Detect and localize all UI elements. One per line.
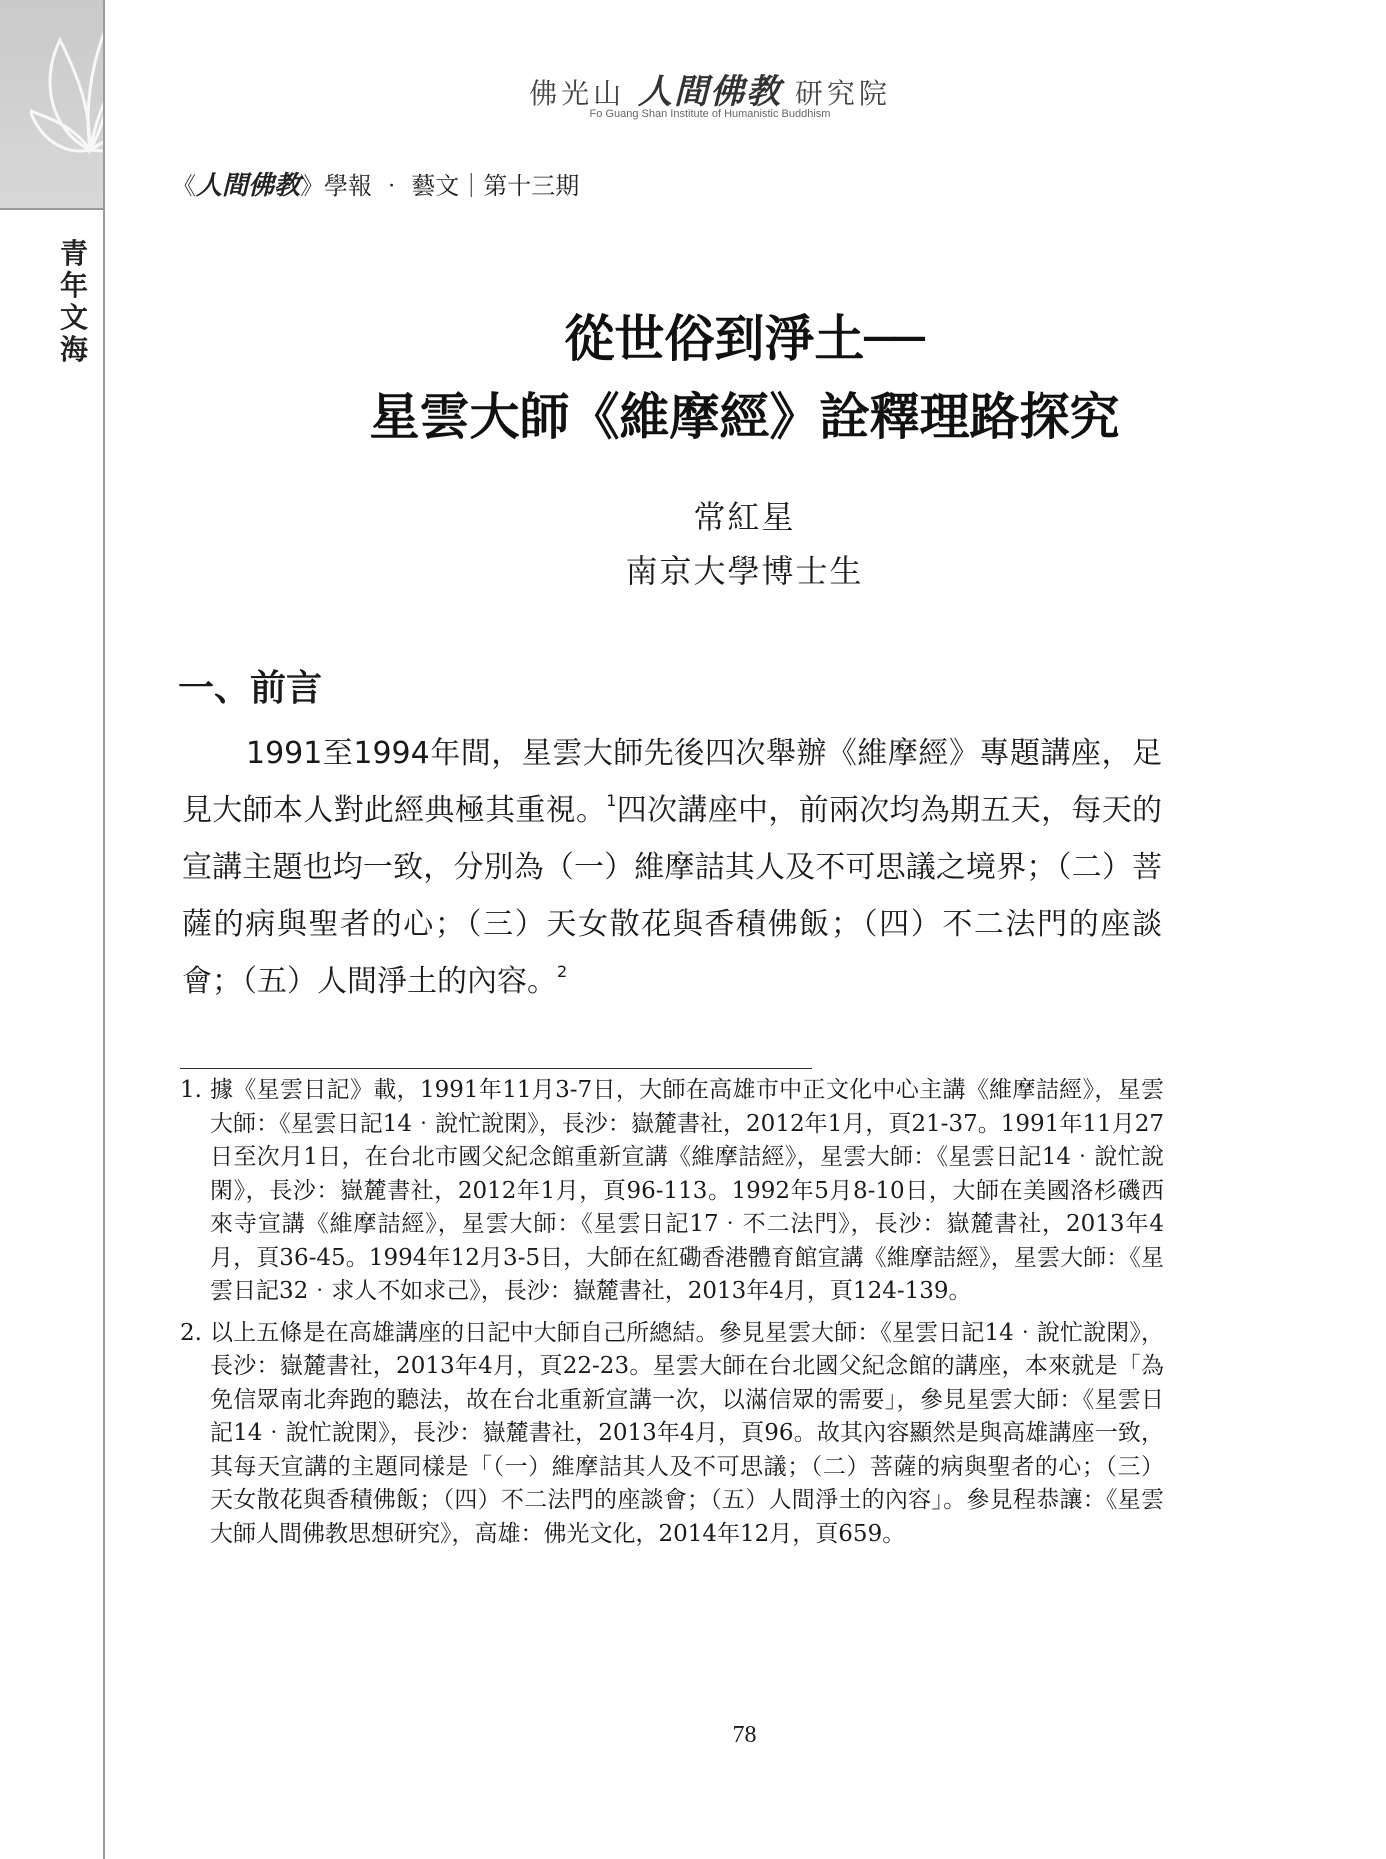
footnote-divider [180,1068,812,1069]
institute-name-en: Fo Guang Shan Institute of Humanistic Buddhism [589,108,831,120]
journal-brand: 人間佛教 [196,171,301,201]
journal-open-bracket: 《 [172,172,196,200]
sidebar-divider [0,208,105,210]
section-heading: 一、前言 [178,667,323,709]
footnote-text: 以上五條是在高雄講座的日記中大師自己所總結。參見星雲大師：《星雲日記14‧說忙說閑》，長沙：嶽麓書社，2013年4月，頁22-23。星雲大師在台北國父紀念館的講座，本來就是「為免信眾南北奔跑的聽法，故在台北重新宣講一次，以滿信眾的需要」，參見星雲大師：《星雲日記14‧說忙說閑》，長沙：嶽麓書社，2013年4月，頁96。故其內容顯然是與高雄講座一致，其每天宣講的主題同樣是「（一）維摩詰其人及不可思議；（二）菩薩的病與聖者的心；（三）天女散花與香積佛飯；（四）不二法門的座談會；（五）人間淨土的內容」。參見程恭讓：《星雲大師人間佛教思想研究》，高雄：佛光文化，2014年12月，頁659。 [210,1319,1164,1547]
author-name: 常紅星 [693,498,796,536]
paragraph-text-2: 四次講座中，前兩次均為期五天，每天的宣講主題也均一致，分別為（一）維摩詰其人及不可思議之境界；（二）菩薩的病與聖者的心；（三）天女散花與香積佛飯；（四）不二法門的座談會；（五）人間淨土的內容。 [182,793,1163,999]
section-char: 海 [59,333,88,366]
section-label-vertical [54,238,94,366]
journal-issue: 》學報 ‧ 藝文｜第十三期 [300,172,580,200]
section-char: 文 [59,301,88,334]
institute-prefix: 佛光山 [529,77,626,110]
footnote-ref-2[interactable]: 2 [557,962,568,981]
footnote-item [180,1074,1164,1309]
section-char: 青 [59,237,88,270]
sidebar-edge-rule [103,0,105,1859]
section-char: 年 [59,269,88,302]
author-block [103,490,1386,598]
sidebar-header-block [0,0,103,210]
body-paragraph [182,725,1162,1010]
footnote-number: 2. [180,1319,202,1346]
institute-suffix: 研究院 [794,77,891,110]
article-title [103,300,1386,456]
author-affiliation: 南京大學博士生 [625,552,864,590]
lotus-icon [30,20,190,170]
footnote-item [180,1317,1164,1552]
title-line-2: 星雲大師《維摩經》詮釋理路探究 [369,387,1120,446]
institute-brand-logo: 人間佛教 [638,72,782,112]
page-number: 78 [732,1722,757,1748]
footnote-ref-1[interactable]: 1 [606,791,617,810]
institute-name [480,64,940,113]
footnote-number: 1. [180,1077,202,1103]
journal-header [172,165,579,202]
sidebar [0,0,103,1859]
paragraph-text-1: 1991至1994年間，星雲大師先後四次舉辦《維摩經》專題講座，足見大師本人對此經典極其重視。 [182,736,1162,828]
footnotes [180,1074,1164,1559]
footnote-text: 據《星雲日記》載，1991年11月3-7日，大師在高雄市中正文化中心主講《維摩詰經》，星雲大師：《星雲日記14‧說忙說閑》，長沙：嶽麓書社，2012年1月，頁21-37。1991年11月27日至次月1日，在台北市國父紀念館重新宣講《維摩詰經》，星雲大師：《星雲日記14‧說忙說閑》，長沙：嶽麓書社，2012年1月，頁96-113。1992年5月8-10日，大師在美國洛杉磯西來寺宣講《維摩詰經》，星雲大師：《星雲日記17‧不二法門》，長沙：嶽麓書社，2013年4月，頁36-45。1994年12月3-5日，大師在紅磡香港體育館宣講《維摩詰經》，星雲大師：《星雲日記32‧求人不如求己》，長沙：嶽麓書社，2013年4月，頁124-139。 [210,1077,1164,1304]
title-line-1: 從世俗到淨土── [564,309,925,368]
